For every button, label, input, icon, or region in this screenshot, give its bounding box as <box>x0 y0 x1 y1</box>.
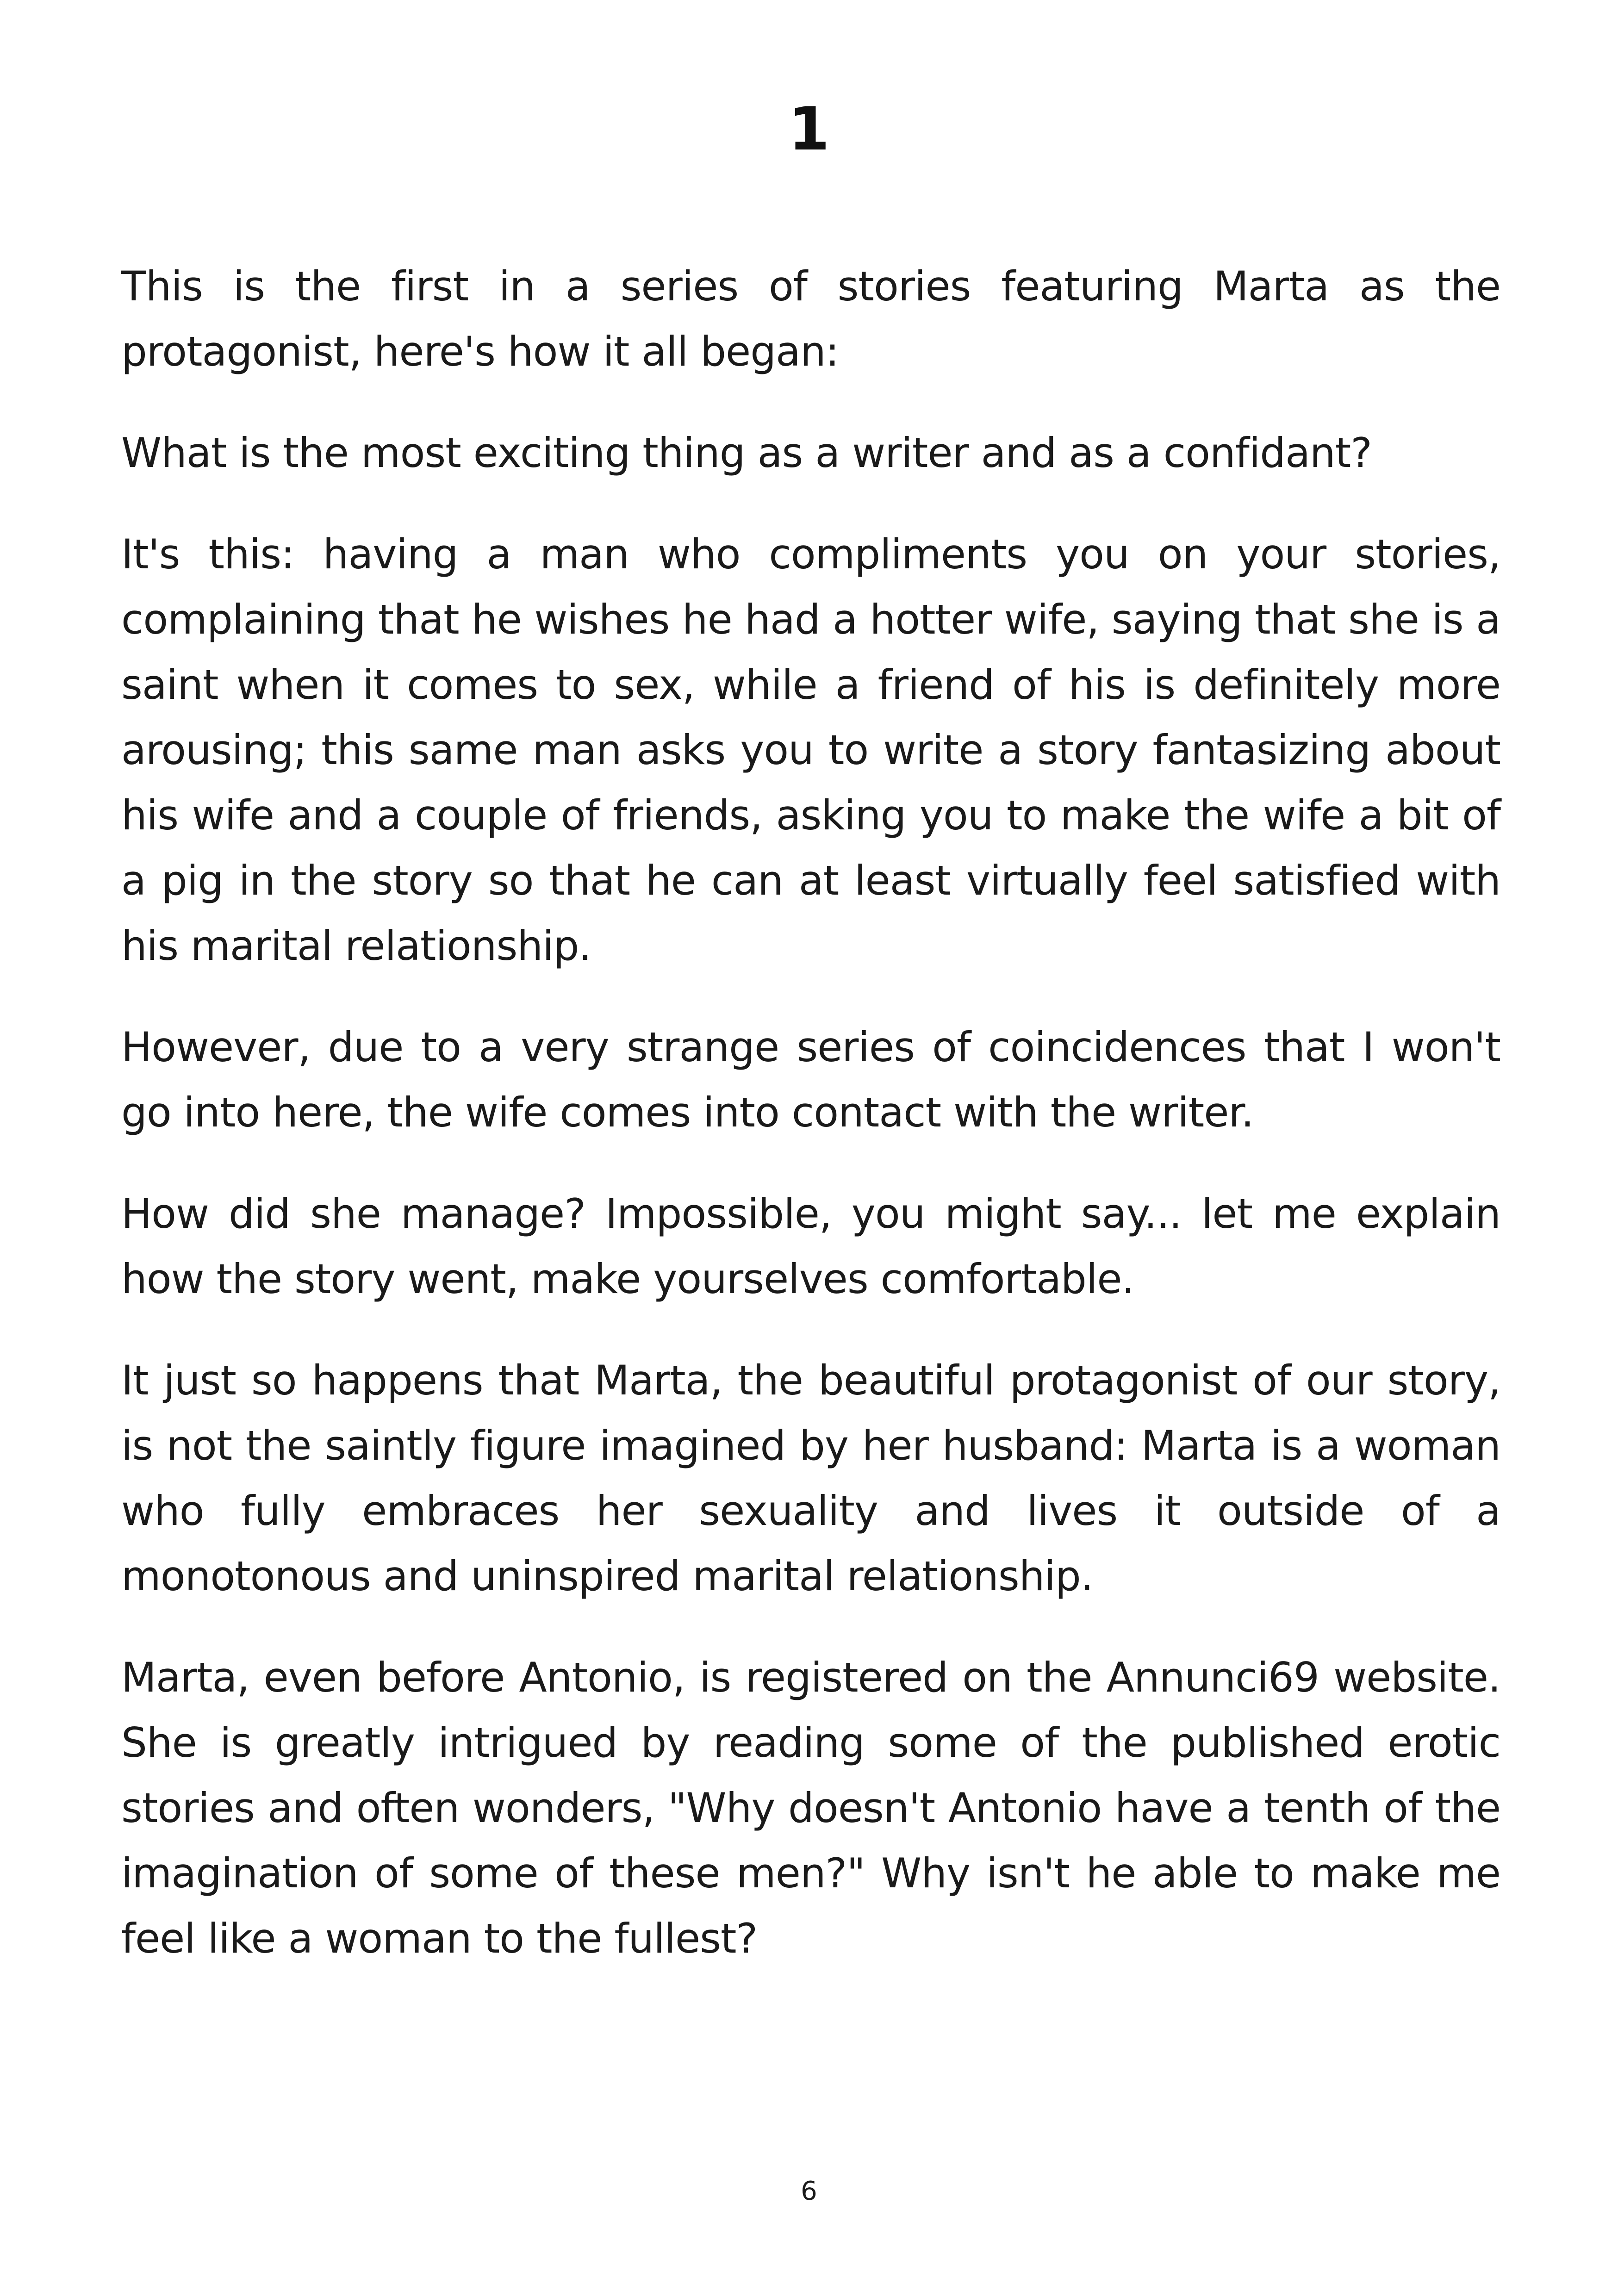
paragraph: However, due to a very strange series of coincidences that I won't go into here, the wife comes into contact with the writer. <box>121 1023 1500 1136</box>
paragraph: It just so happens that Marta, the beautiful protagonist of our story, is not the saintly figure imagined by her husband: Marta is a woman who fully embraces her sexuality and lives it outside of a monotonous and uninspired marital relationship. <box>121 1356 1500 1600</box>
paragraph: Marta, even before Antonio, is registered on the Annunci69 website. She is greatly intrigued by reading some of the published erotic stories and often wonders, "Why doesn't Antonio have a tenth of the imagination of some of these men?" Why isn't he able to make me feel like a woman to the fullest? <box>121 1654 1500 1962</box>
paragraph: It's this: having a man who compliments you on your stories, complaining that he wishes he had a hotter wife, saying that she is a saint when it comes to sex, while a friend of his is definitely more arousing; this same man asks you to write a story fantasizing about his wife and a couple of friends, asking you to make the wife a bit of a pig in the story so that he can at least virtually feel satisfied with his marital relationship. <box>121 530 1500 970</box>
page-number: 6 <box>801 2176 817 2206</box>
chapter-number: 1 <box>788 95 830 164</box>
chapter-body <box>121 254 1500 2007</box>
paragraph: This is the first in a series of stories featuring Marta as the protagonist, here's how it all began: <box>121 262 1500 375</box>
paragraph: How did she manage? Impossible, you might say... let me explain how the story went, make yourselves comfortable. <box>121 1190 1500 1303</box>
paragraph: What is the most exciting thing as a writer and as a confidant? <box>121 429 1372 477</box>
